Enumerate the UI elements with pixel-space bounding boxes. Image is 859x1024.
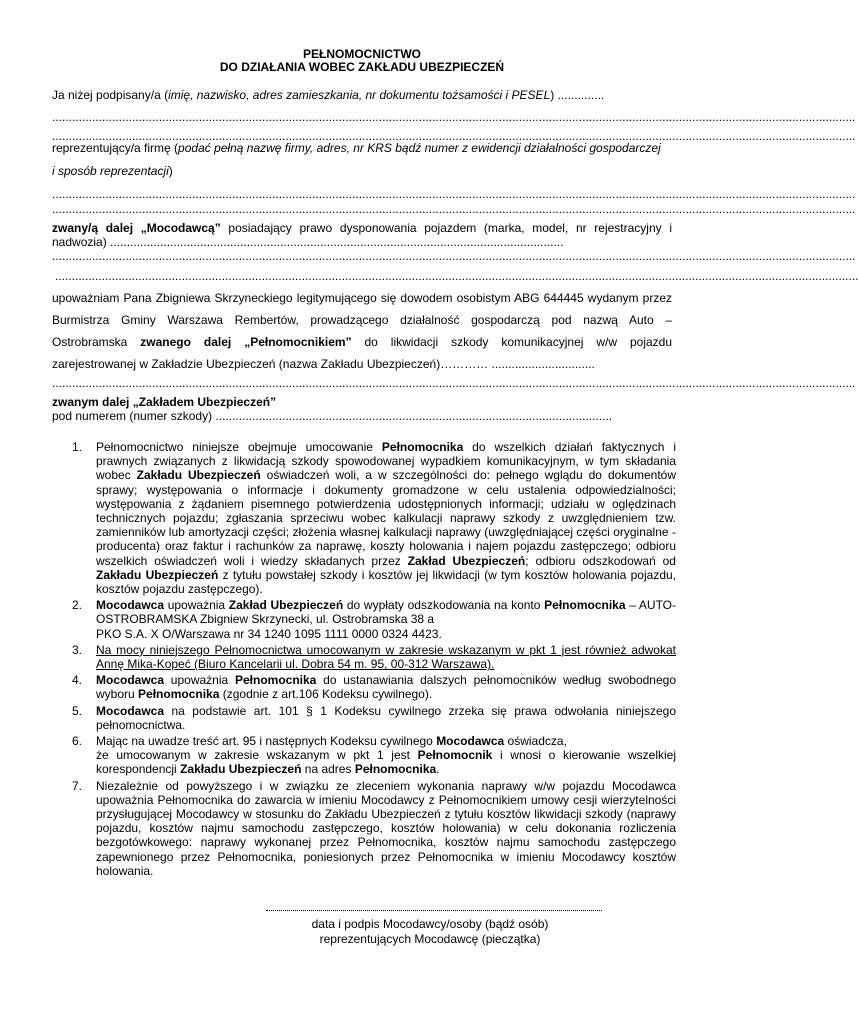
fill-line[interactable]: ................................................................................................................................................................................................................................................. xyxy=(52,110,856,124)
claim-number-line: pod numerem (numer szkody) ....................................................................................................................... xyxy=(52,409,613,423)
document-subtitle: DO DZIAŁANIA WOBEC ZAKŁADU UBEZPIECZEŃ xyxy=(219,60,505,74)
clause-6-text: Mając na uwadze treść art. 95 i następnych Kodeksu cywilnego Mocodawca oświadcza, że umocowanym w zakresie wskazanym w pkt 1 jest Pełnomocnik i wnosi o kierowanie wszelkiej korespondencji Zakładu Ubezpieczeń na adres Pełnomocnika. xyxy=(96,734,676,777)
mocodawca-definition: zwany/ą dalej „Mocodawcą” posiadający prawo dysponowania pojazdem (marka, model, nr rejestracyjny i xyxy=(52,221,672,235)
authorization-line: zarejestrowanej w Zakładzie Ubezpieczeń (nazwa Zakładu Ubezpieczeń)………… ............................... xyxy=(52,357,595,371)
signature-caption: reprezentujących Mocodawcę (pieczątka) xyxy=(319,932,541,946)
company-intro: reprezentujący/a firmę (podać pełną nazwę firmy, adres, nr KRS bądź numer z ewidencji działalności gospodarczej xyxy=(52,141,661,155)
document-title: PEŁNOMOCNICTWO xyxy=(303,47,421,61)
fill-line[interactable]: ................................................................................................................................................................................................................................................. xyxy=(52,376,856,390)
clause-1-text: Pełnomocnictwo niniejsze obejmuje umocowanie Pełnomocnika do wszelkich działań faktycznych i prawnych związanych z likwidacją szkody spowodowanej wypadkiem komunikacyjnym, w tym składania wobec Zakładu Ubezpieczeń oświadczeń woli, a w szczególności do: pełnego wglądu do dokumentów sprawy; występowania o informacje i dokumenty gromadzone w celu ustalenia odpowiedzialności; występowania z żądaniem pisemnego potwierdzenia udostępnionych informacji; udziału w oględzinach technicznych pojazdu; zgłaszania sprzeciwu wobec kalkulacji naprawy szkody z uwzględnieniem tzw. zamienników lub amortyzacji części; złożenia własnej kalkulacji naprawy (uwzględniającej części oryginalne - producenta) oraz faktur i rachunków za naprawę, koszty holowania i najem pojazdu zastępczego; odbioru wszelkich oświadczeń woli i wiedzy składanych przez Zakład Ubezpieczeń; odbioru odszkodowań od Zakładu Ubezpieczeń z tytułu powstałej szkody i kosztów jej likwidacji (w tym kosztów holowania pojazdu, kosztów pojazdu zastępczego). xyxy=(96,440,676,597)
clause-7: 7. Niezależnie od powyższego i w związku ze zleceniem wykonania naprawy w/w pojazdu Mocodawca upoważnia Pełnomocnika do zawarcia w imieniu Mocodawcy z Pełnomocnikiem umowy cesji wierzytelności przysługującej Mocodawcy w stosunku do Zakładu Ubezpieczeń z tytułu kosztów likwidacji szkody (naprawy pojazdu, kosztów najmu samochodu zastępczego, kosztów holowania) w celu dokonania rozliczenia bezgotówkowego: naprawy wykonanej przez Pełnomocnika, kosztów najmu samochodu zastępczego zapewnionego przez Pełnomocnika, poniesionych przez Pełnomocnika w imieniu Mocodawcy kosztów holowania. xyxy=(72,778,676,878)
signature-caption: data i podpis Mocodawcy/osoby (bądź osób) xyxy=(311,917,549,931)
clause-6: 6. Mając na uwadze treść art. 95 i następnych Kodeksu cywilnego Mocodawca oświadcza, że umocowanym w zakresie wskazanym w pkt 1 jest Pełnomocnik i wnosi o kierowanie wszelkiej korespondencji Zakładu Ubezpieczeń na adres Pełnomocnika. xyxy=(72,734,676,777)
fill-line[interactable]: ................................................................................................................................................................................................................................................. xyxy=(52,249,856,263)
signature-line[interactable] xyxy=(266,910,602,912)
fill-line[interactable]: ................................................................................................................................................................................................................................................. xyxy=(52,202,856,216)
fill-line[interactable]: ................................................................................................................................................................................................................................................. xyxy=(55,269,859,283)
clause-5-text: Mocodawca na podstawie art. 101 § 1 Kodeksu cywilnego zrzeka się prawa odwołania niniejszego pełnomocnictwa. xyxy=(96,703,676,732)
authorization-line: upoważniam Pana Zbigniewa Skrzyneckiego legitymującego się dowodem osobistym ABG 644445 wydanym przez xyxy=(52,291,672,305)
fill-line[interactable]: ................................................................................................................................................................................................................................................. xyxy=(52,187,856,201)
clause-4: 4. Mocodawca upoważnia Pełnomocnika do ustanawiania dalszych pełnomocników według swobodnego wyboru Pełnomocnika (zgodnie z art.106 Kodeksu cywilnego). xyxy=(72,673,676,702)
clause-2-text: Mocodawca upoważnia Zakład Ubezpieczeń do wypłaty odszkodowania na konto Pełnomocnika – AUTO-OSTROBRAMSKA Zbigniew Skrzynecki, ul. Ostrobramska 38 a PKO S.A. X O/Warszawa nr 34 1240 1095 1111 0000 0324 4423. xyxy=(96,598,677,641)
clause-4-text: Mocodawca upoważnia Pełnomocnika do ustanawiania dalszych pełnomocników według swobodnego wyboru Pełnomocnika (zgodnie z art.106 Kodeksu cywilnego). xyxy=(96,673,676,702)
clause-2: 2. Mocodawca upoważnia Zakład Ubezpieczeń do wypłaty odszkodowania na konto Pełnomocnika – AUTO-OSTROBRAMSKA Zbigniew Skrzynecki, ul. Ostrobramska 38 a PKO S.A. X O/Warszawa nr 34 1240 1095 1111 0000 0324 4423. xyxy=(72,598,677,641)
insurer-definition: zwanym dalej „Zakładem Ubezpieczeń” xyxy=(52,395,277,409)
principal-intro: Ja niżej podpisany/a (imię, nazwisko, adres zamieszkania, nr dokumentu tożsamości i PESEL) .............. xyxy=(52,88,605,102)
fill-line[interactable]: ................................................................................................................................................................................................................................................. xyxy=(52,129,856,143)
clause-1: 1. Pełnomocnictwo niniejsze obejmuje umocowanie Pełnomocnika do wszelkich działań faktycznych i prawnych związanych z likwidacją szkody spowodowanej wypadkiem komunikacyjnym, w tym składania wobec Zakładu Ubezpieczeń oświadczeń woli, a w szczególności do: pełnego wglądu do dokumentów sprawy; występowania o informacje i dokumenty gromadzone w celu ustalenia odpowiedzialności; występowania z żądaniem pisemnego potwierdzenia udostępnionych informacji; udziału w oględzinach technicznych pojazdu; zgłaszania sprzeciwu wobec kalkulacji naprawy szkody z uwzględnieniem tzw. zamienników lub amortyzacji części; złożenia własnej kalkulacji naprawy (uwzględniającej części oryginalne - producenta) oraz faktur i rachunków za naprawę, koszty holowania i najem pojazdu zastępczego; odbioru wszelkich oświadczeń woli i wiedzy składanych przez Zakład Ubezpieczeń; odbioru odszkodowań od Zakładu Ubezpieczeń z tytułu powstałej szkody i kosztów jej likwidacji (w tym kosztów holowania pojazdu, kosztów pojazdu zastępczego). xyxy=(72,440,676,597)
vehicle-line: nadwozia) ........................................................................................................................................ xyxy=(52,235,564,249)
clause-7-text: Niezależnie od powyższego i w związku ze zleceniem wykonania naprawy w/w pojazdu Mocodawca upoważnia Pełnomocnika do zawarcia w imieniu Mocodawcy z Pełnomocnikiem umowy cesji wierzytelności przysługującej Mocodawcy w stosunku do Zakładu Ubezpieczeń z tytułu kosztów likwidacji szkody (naprawy pojazdu, kosztów najmu samochodu zastępczego, kosztów holowania) w celu dokonania rozliczenia bezgotówkowego: naprawy wykonanej przez Pełnomocnika, kosztów najmu samochodu zastępczego zapewnionego przez Pełnomocnika, poniesionych przez Pełnomocnika w imieniu Mocodawcy kosztów holowania. xyxy=(96,778,676,878)
company-intro-cont: i sposób reprezentacji) xyxy=(52,164,173,178)
clause-5: 5. Mocodawca na podstawie art. 101 § 1 Kodeksu cywilnego zrzeka się prawa odwołania niniejszego pełnomocnictwa. xyxy=(72,703,676,732)
authorization-line: Ostrobramska zwanego dalej „Pełnomocnikiem” do likwidacji szkody komunikacyjnej w/w pojazdu xyxy=(52,335,672,349)
authorization-line: Burmistrza Gminy Warszawa Rembertów, prowadzącego działalność gospodarczą pod nazwą Auto – xyxy=(52,313,672,327)
clause-3: 3. Na mocy niniejszego Pełnomocnictwa umocowanym w zakresie wskazanym w pkt 1 jest również adwokat Annę Mika-Kopeć (Biuro Kancelarii ul. Dobra 54 m. 95, 00-312 Warszawa). xyxy=(72,642,676,672)
clause-3-text: Na mocy niniejszego Pełnomocnictwa umocowanym w zakresie wskazanym w pkt 1 jest również adwokat Annę Mika-Kopeć (Biuro Kancelarii ul. Dobra 54 m. 95, 00-312 Warszawa). xyxy=(96,642,676,672)
clauses-list xyxy=(72,440,676,880)
